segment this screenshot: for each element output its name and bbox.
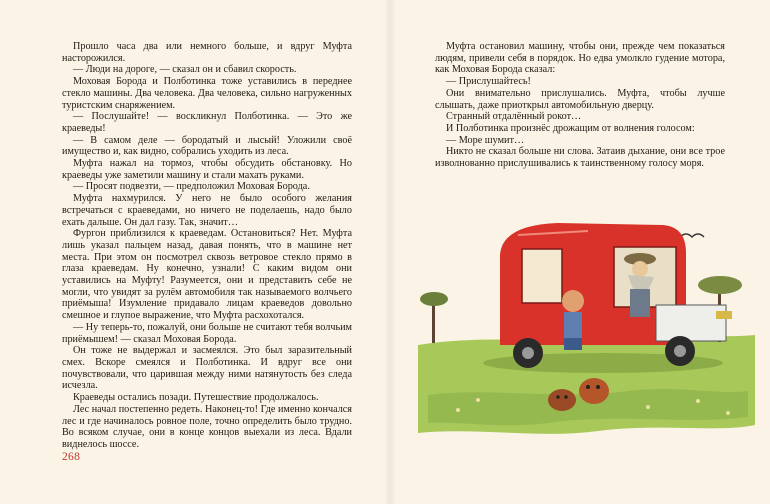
small-character [562,290,584,350]
page-number: 268 [62,451,81,463]
tree-left [420,292,448,343]
paragraph: Они внимательно прислушались. Муфта, чтобы лучше слышать, даже приоткрыл автомобильную дверцу. [435,87,725,111]
paragraph: Муфта остановил машину, чтобы они, прежде чем показаться людям, привели себя в порядок. Но едва умолкло гудение мотора, как Моховая Борода сказал: [435,41,725,76]
paragraph: — Просят подвезти, — предположил Моховая Борода. [73,181,310,193]
paragraph: — Послушайте! — воскликнул Полботинка. — Это же краеведы! [62,111,352,134]
paragraph: — Ну теперь-то, пожалуй, они больше не считают тебя волчьим приёмышем! — сказал Моховая Борода. [62,321,352,345]
paragraph: — В самом деле — бородатый и лысый! Уложили своё имущество и, как видно, собрались уходить из леса. [62,134,352,158]
paragraph: Он тоже не выдержал и засмеялся. Это был заразительный смех. Вскоре смеялся и Полботинка. И вдруг все они почувствовали, что царившая между ними натянутость без следа исчезла. [62,345,352,392]
paragraph: Никто не сказал больше ни слова. Затаив дыхание, они все трое изволнованно прислушивались к таинственному голосу моря. [435,146,725,170]
left-page-text [62,41,352,451]
right-page-text [435,41,725,170]
illustration-van-in-field [418,195,755,455]
paragraph: И Полботинка произнёс дрожащим от волнения голосом: [446,122,695,134]
right-page [390,0,770,504]
seagull-icon [680,234,704,237]
paragraph: — Прислушайтесь! [446,76,531,88]
paragraph: Муфта нахмурился. У него не было особого желания встречаться с краеведами, но ничего не поделаешь, надо было ехать дальше. Он дал газу. Так, значит… [62,193,352,228]
paragraph: — Люди на дороге, — сказал он и сбавил скорость. [73,64,297,76]
illustration-svg [418,195,755,455]
paragraph: Моховая Борода и Полботинка тоже уставились в переднее стекло машины. Два человека. Два человека, сильно нагруженных туристским снаряжением. [62,76,352,111]
paragraph: Краеведы остались позади. Путешествие продолжалось. [73,392,319,404]
paragraph: Лес начал постепенно редеть. Наконец-то! Где именно кончался лес и где начиналось ровное поле, точно определить было трудно. Во всяком случае, они в конце концов выехали из леса. Вдали виднелось шоссе. [62,403,352,450]
paragraph: — Море шумит… [446,134,525,146]
paragraph: Странный отдалённый рокот… [446,111,582,123]
paragraph: Прошло часа два или немного больше, и вдруг Муфта насторожился. [62,41,352,64]
paragraph: Фургон приблизился к краеведам. Остановиться? Нет. Муфта лишь указал пальцем назад, давая понять, что в машине нет места. При этом он посмотрел сквозь ветровое стекло прямо в глаза краеведам. Ну конечно, узнали! С каким видом они уставились на Муфту! Разумеется, они и представить себе не могли, что увидят за рулём автомобиля так называемого волчьего приёмыша! Изумление придавало лицам краеведов довольно смешное и глупое выражение, что Муфта расхохотался. [62,228,352,322]
paragraph: Муфта нажал на тормоз, чтобы обсудить обстановку. Но краеведы уже заметили машину и стали махать руками. [62,158,352,181]
